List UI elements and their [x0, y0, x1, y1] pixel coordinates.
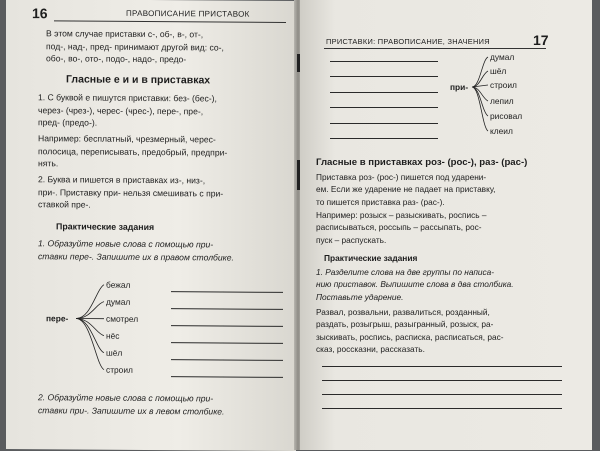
- word-right-4: лепил: [490, 96, 514, 106]
- prefix-pri: при-: [450, 82, 469, 92]
- right-page: [300, 0, 592, 450]
- answer-line[interactable]: [322, 366, 562, 367]
- word-left-3: смотрел: [106, 313, 139, 324]
- prefix-pere: пере-: [46, 313, 69, 324]
- word-left-1: бежал: [106, 279, 131, 290]
- section-heading-vowels: Гласные е и и в приставках: [66, 73, 211, 87]
- page-number-right: 17: [533, 32, 549, 48]
- word-left-2: думал: [106, 296, 131, 307]
- running-head-left: ПРАВОПИСАНИЕ ПРИСТАВОК: [126, 8, 250, 19]
- practice-heading-right: Практические задания: [324, 253, 418, 263]
- answer-line[interactable]: [322, 394, 562, 395]
- example-roz-raz: Например: розыск – разыскивать, роспись – расписываться, россыпь – рассыпать, рос- пуск – распускать.: [316, 210, 487, 245]
- word-left-5: шёл: [106, 347, 123, 358]
- running-head-right: ПРИСТАВКИ: ПРАВОПИСАНИЕ, ЗНАЧЕНИЯ: [326, 37, 490, 46]
- prefix-bracket-left: [6, 0, 296, 451]
- practice-heading-left: Практические задания: [56, 221, 155, 233]
- section-heading-roz-raz: Гласные в приставках роз- (рос-), раз- (рас-): [316, 157, 528, 168]
- intro-paragraph: В этом случае приставки с-, об-, в-, от-, под-, над-, пред- принимают другой вид: со-, обо-, во-, ото-, подо-, надо-, предо-: [46, 28, 224, 65]
- word-right-1: думал: [490, 52, 515, 62]
- task-1-left: 1. Образуйте новые слова с помощью при- ставки пере-. Запишите их в правом столбике.: [38, 238, 234, 263]
- rule-roz-raz: Приставка роз- (рос-) пишется под ударени- ем. Если же ударение не падает на приставку, то пишется приставка раз- (рас-).: [316, 172, 496, 207]
- word-right-5: рисовал: [490, 111, 523, 121]
- word-right-6: клеил: [490, 126, 513, 136]
- left-page: [6, 0, 296, 451]
- task-1-right: 1. Разделите слова на две группы по написа- нию приставок. Выпишите слова в два столбика. Поставьте ударение.: [316, 267, 514, 302]
- answer-line[interactable]: [322, 380, 562, 381]
- example-paragraph: Например: бесплатный, чрезмерный, черес- полосица, переписывать, предобрый, предпри- нять.: [38, 133, 228, 169]
- task-2-left: 2. Образуйте новые слова с помощью при- ставки при-. Запишите их в левом столбике.: [38, 392, 225, 417]
- word-left-6: строил: [106, 364, 133, 375]
- rule-2: 2. Буква и пишется в приставках из-, низ-, при-. Приставку при- нельзя смешивать с при- ставкой пре-.: [38, 174, 224, 210]
- rule-1: 1. С буквой е пишутся приставки: без- (бес-), через- (чрез-), черес- (чрес-), пере-, пре-, пред- (предо-).: [38, 92, 217, 128]
- answer-line[interactable]: [322, 408, 562, 409]
- words-list: Развал, розвальни, развалиться, розданный, раздать, розыгрыш, разыгранный, розыск, ра- зыскивать, роспись, расписка, расписаться, рас- сказ, россказни, рассказать.: [316, 307, 504, 355]
- word-left-4: нёс: [106, 330, 120, 341]
- page-number-left: 16: [32, 5, 48, 22]
- word-right-3: строил: [490, 80, 517, 90]
- word-right-2: шёл: [490, 66, 507, 76]
